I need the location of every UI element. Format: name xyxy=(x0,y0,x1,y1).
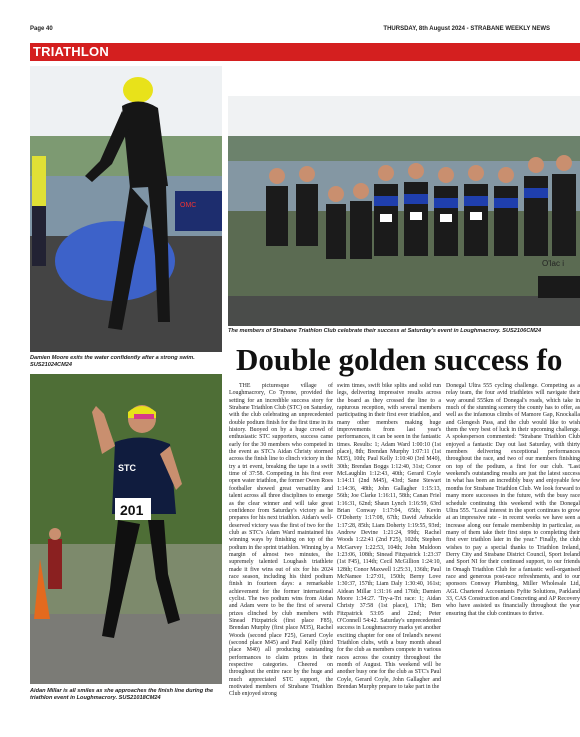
article-column-3 xyxy=(446,383,580,618)
article-column-1 xyxy=(229,383,333,699)
page-header xyxy=(30,26,550,36)
article-text-col2: swim times, swift bike splits and solid run legs, delivering impressive results across the board as they crossed the line to a rapturous reception, with several members participating in their first ever triathlon, and many other members making huge improvements from last year's performances, it can be seen in the fantastic times. Results: 1; Adam Ward 1:00:10 (1st place), 8th; Brendan Murphy 1:07:11 (1st M35), 10th; Paul Kelly 1:10:40 (3rd M40), 30th; Brendan Boggs 1:12:40, 31st; Conor McLaughlin 1:12:43, 40th; Gerard Coyle 1:14:11 (2nd M45), 43rd; Sane Stewart 1:14:36, 48th; John Gallagher 1:15:13, 56th; Joe Clarke 1:16:11, 58th; Canan Friel 1:16:31, 62nd; Shaun Lynch 1:16:59, 63rd Brian Conway 1:17:04, 65th; Kevin O'Doherty 1:17:08, 67th; David Arbuckle 1:17:28, 85th; Liam Doherty 1:19:55, 93rd; Andrew Devine 1:21:24, 99th; Rachel Woods 1:22:41 (2nd F25), 102th; Stephen McGarvey 1:22:53, 104th; John Muldoon 1:23:06, 108th; Sinead Fitzpatrick 1:23:37 (1st F45), 114th; Cecil McGillion 1:24:10, 128th; Conor Maxwell 1:25:31, 136th; Paul McNamee 1:27:01, 150th; Berny Love 1:30:37, 157th; Liam Daly 1:30:40, 161st; Aidean Millar 1:31:16 and 176th; Damien Moore 1:34:27. 'Try-a-Tri race: 1; Aidan Christy 37:58 (1st place), 17th; Ben Fitzpatrick 53:05 and 22nd; Peter O'Connell 54:42. Saturday's unprecedented success in Loughmacrory marks yet another exciting chapter for one of Ireland's newest Triathlon clubs, with a busy month ahead for the club as members compete in various races across the country throughout the month of August. This weekend will be another busy one for the club as STC's Paul Coyle, Gerard Coyle, John Gallagher and Brendan Murphy prepare to take part in the xyxy=(337,383,441,691)
caption-photo2: The members of Strabane Triathlon Club celebrate their success at Saturday's event in Loughmacrory. SUS2106CM24 xyxy=(228,328,542,334)
article-text-col3: Donegal Ultra 555 cycling challenge. Competing as a relay team, the four avid triathletes will navigate their way around 555km of Donegal's roads, which take in much of the stunning scenery the county has to offer, as well as the infamous climbs of Mamore Gap, Knockalla and Glengesh Pass, and the club would like to wish them the very best of luck in their upcoming challenge. A spokesperson commented: "Strabane Triathlon Club enjoyed a fantastic Day out last Saturday, with thirty members delivering exceptional performances throughout the race, and two of our members finishing on top of the podium, a first for our club. "Last weekend's outstanding results are just the latest success in what has been an incredibly busy and enjoyable few months for Strabane Triathlon Club. We look forward to many more successes in the future, with the busy race schedule continuing this weekend with the Donegal Ultra 555. "Local interest in the sport continues to grow at an impressive rate - in recent weeks we have seen a increase along our female membership in particular, as many of them take their first steps to completing their first ever triathlon later in the year." Finally, the club wishes to pay a special thanks to Triathlon Ireland, Derry City and Strabane District Council, Sport Ireland and Sport NI for their continued support, to our friends in Omagh Triathlon Club for a fantastic well-organised race and generous post-race refreshments, and to our sponsors Conway Plumbing, Miller Wholesale Ltd, AGL Chartered Accountants Fyfite Solutions, Parkland 33, CAS Construction and Concreting and AP Recovery who have assisted us financially throughout the year ensuring that the club continues to thrive. xyxy=(446,383,580,617)
buoy-text: OMC xyxy=(180,202,197,209)
photo-team-group xyxy=(228,96,580,326)
section-title: TRIATHLON xyxy=(33,44,109,59)
article-text-col1: THE picturesque village of Loughmacrory, Co Tyrone, provided the setting for an incredible success story for Strabane Triathlon Club (STC) on Saturday, with the club celebrating an unprecedented double podium finish for the first time in its history. Buoyed on by a huge crowd of enthusiastic STC supporters, success came early for the 30 members who competed in the event as STC's Aidan Christy stormed across the finish line to clinch victory in the try a tri event, breaking the tape in a swift time of 37:58. Competing in his first ever open water triathlon, the former Owen Roes footballer showed great versatility and talent across all three disciplines to emerge as the clear winner and will take great confidence from Saturday's victory as he prepares for his next triathlon. Aidan's well-deserved victory was the first of two for the club as STC's Adam Ward maintained his winning ways by finishing on top of the podium in the sprint triathlon. Winning by a margin of almost two minutes, the supremely talented Loughash triathlete made it five wins out of six for his 2024 race season, including his third podium finish in fourteen days: a remarkable achievement for the former international cyclist. The two podium wins from Aidan and Adam were to be the first of several prizes clinched by club members with Sinead Fitzpatrick (first place F85), Brendan Murphy (first place M35), Rachel Woods (second place F25), Gerard Coyle (second place M45) and Paul Kelly (third place M40) all producing outstanding performances to claim prizes in their respective categories. Cheered on throughout the entire race by the huge and much appreciated STC support, the motivated members of Strabane Triathlon Club enjoyed strong xyxy=(229,383,333,698)
article-column-2 xyxy=(337,383,441,691)
photo-runner xyxy=(30,374,222,684)
team-illustration xyxy=(228,96,580,326)
section-banner xyxy=(30,43,580,61)
photo-swimmer-exit xyxy=(30,66,222,352)
dateline: THURSDAY, 8th August 2024 - STRABANE WEEKLY NEWS xyxy=(383,26,550,32)
caption-photo3: Aidan Millar is all smiles as she approaches the finish line during the triathlon event in Loughmacrory. SUS21018CM24 xyxy=(30,688,214,701)
runner-illustration xyxy=(30,374,222,684)
page-number: Page 40 xyxy=(30,26,53,32)
caption-photo1: Damien Moore exits the water confidently after a strong swim. SUS21024CM24 xyxy=(30,355,195,368)
jersey-text: STC xyxy=(118,463,136,473)
banner-text: O'lac i xyxy=(542,259,564,268)
race-bib: 201 xyxy=(120,502,144,518)
headline: Double golden success fo xyxy=(236,342,563,377)
swimmer-illustration xyxy=(30,66,222,352)
